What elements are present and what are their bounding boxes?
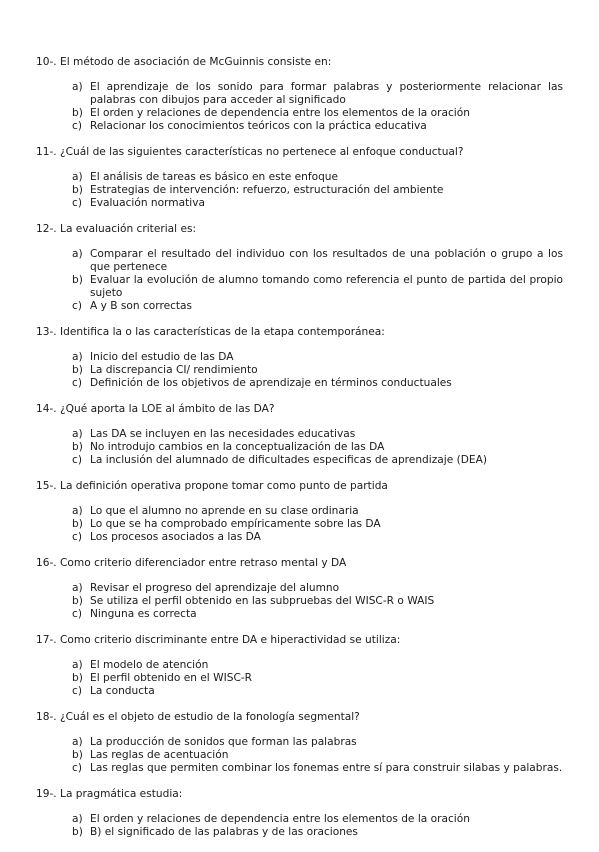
answer-option xyxy=(0,531,599,544)
answer-option xyxy=(0,184,599,197)
option-text: La producción de sonidos que forman las palabras xyxy=(90,736,357,748)
option-letter: b) xyxy=(72,672,83,684)
question-text: 13-. Identifica la o las características de la etapa contemporánea: xyxy=(36,326,385,338)
option-letter: b) xyxy=(72,595,83,607)
option-letter: c) xyxy=(72,120,82,132)
option-text: A y B son correctas xyxy=(90,300,193,312)
answer-options xyxy=(0,428,599,467)
option-letter: c) xyxy=(72,300,82,312)
answer-option xyxy=(0,454,599,467)
option-text: El modelo de atención xyxy=(90,659,209,671)
answer-option xyxy=(0,685,599,698)
answer-option xyxy=(0,197,599,210)
answer-option xyxy=(0,826,599,839)
option-text: Evaluación normativa xyxy=(90,197,205,209)
option-text: La discrepancia CI/ rendimiento xyxy=(90,364,258,376)
option-letter: a) xyxy=(72,813,83,825)
answer-options xyxy=(0,659,599,698)
question-text: 10-. El método de asociación de McGuinnis consiste en: xyxy=(36,56,332,68)
option-text: Se utiliza el perfil obtenido en las subpruebas del WISC-R o WAIS xyxy=(90,595,435,607)
option-letter: a) xyxy=(72,582,83,594)
answer-options xyxy=(0,736,599,775)
option-text: B) el significado de las palabras y de las oraciones xyxy=(90,826,358,838)
answer-options xyxy=(0,505,599,544)
answer-option xyxy=(0,300,599,313)
answer-option xyxy=(0,518,599,531)
option-letter: a) xyxy=(72,736,83,748)
option-letter: b) xyxy=(72,441,83,453)
option-text: Comparar el resultado del individuo con los resultados de una población o grupo a los que pertenece xyxy=(90,248,563,273)
question-text: 16-. Como criterio diferenciador entre retraso mental y DA xyxy=(36,557,347,569)
option-text: El análisis de tareas es básico en este enfoque xyxy=(90,171,339,183)
option-text: Revisar el progreso del aprendizaje del alumno xyxy=(90,582,340,594)
answer-options xyxy=(0,171,599,210)
question-12 xyxy=(0,223,599,313)
option-text: Las reglas de acentuación xyxy=(90,749,229,761)
answer-option xyxy=(0,582,599,595)
answer-option xyxy=(0,428,599,441)
option-letter: b) xyxy=(72,749,83,761)
question-15 xyxy=(0,480,599,544)
option-letter: a) xyxy=(72,505,83,517)
option-letter: c) xyxy=(72,377,82,389)
option-letter: b) xyxy=(72,184,83,196)
option-text: Relacionar los conocimientos teóricos con la práctica educativa xyxy=(90,120,427,132)
option-letter: c) xyxy=(72,608,82,620)
option-text: Estrategias de intervención: refuerzo, estructuración del ambiente xyxy=(90,184,444,196)
answer-options xyxy=(0,248,599,313)
answer-options xyxy=(0,582,599,621)
answer-option xyxy=(0,505,599,518)
option-letter: c) xyxy=(72,531,82,543)
answer-option xyxy=(0,351,599,364)
answer-option xyxy=(0,595,599,608)
option-text: Evaluar la evolución de alumno tomando como referencia el punto de partida del propio sujeto xyxy=(90,274,563,299)
option-text: La conducta xyxy=(90,685,155,697)
option-letter: b) xyxy=(72,107,83,119)
option-letter: c) xyxy=(72,454,82,466)
question-text: 14-. ¿Qué aporta la LOE al ámbito de las DA? xyxy=(36,403,275,415)
question-11 xyxy=(0,146,599,210)
answer-option xyxy=(0,248,599,274)
option-text: El orden y relaciones de dependencia entre los elementos de la oración xyxy=(90,107,470,119)
option-letter: b) xyxy=(72,518,83,530)
question-14 xyxy=(0,403,599,467)
option-letter: a) xyxy=(72,248,83,260)
option-letter: b) xyxy=(72,274,83,286)
answer-option xyxy=(0,608,599,621)
answer-option xyxy=(0,659,599,672)
option-letter: b) xyxy=(72,826,83,838)
option-text: Las DA se incluyen en las necesidades educativas xyxy=(90,428,356,440)
answer-option xyxy=(0,120,599,133)
answer-option xyxy=(0,749,599,762)
option-text: El orden y relaciones de dependencia entre los elementos de la oración xyxy=(90,813,470,825)
option-letter: a) xyxy=(72,171,83,183)
answer-option xyxy=(0,171,599,184)
option-letter: a) xyxy=(72,81,83,93)
question-text: 11-. ¿Cuál de las siguientes características no pertenece al enfoque conductual? xyxy=(36,146,464,158)
option-text: El aprendizaje de los sonido para formar palabras y posteriormente relacionar las palabras con dibujos para acceder al significado xyxy=(90,81,563,106)
option-letter: a) xyxy=(72,351,83,363)
option-text: Ninguna es correcta xyxy=(90,608,197,620)
question-17 xyxy=(0,634,599,698)
question-text: 12-. La evaluación criterial es: xyxy=(36,223,197,235)
option-letter: a) xyxy=(72,428,83,440)
question-text: 19-. La pragmática estudia: xyxy=(36,788,183,800)
option-text: Los procesos asociados a las DA xyxy=(90,531,261,543)
answer-option xyxy=(0,274,599,300)
question-18 xyxy=(0,711,599,775)
question-text: 18-. ¿Cuál es el objeto de estudio de la fonología segmental? xyxy=(36,711,360,723)
answer-option xyxy=(0,813,599,826)
answer-option xyxy=(0,81,599,107)
option-text: No introdujo cambios en la conceptualización de las DA xyxy=(90,441,385,453)
answer-options xyxy=(0,81,599,133)
question-16 xyxy=(0,557,599,621)
answer-option xyxy=(0,736,599,749)
question-13 xyxy=(0,326,599,390)
question-19 xyxy=(0,788,599,839)
option-text: Lo que el alumno no aprende en su clase ordinaria xyxy=(90,505,359,517)
option-letter: b) xyxy=(72,364,83,376)
answer-option xyxy=(0,107,599,120)
option-letter: c) xyxy=(72,197,82,209)
option-text: Las reglas que permiten combinar los fonemas entre sí para construir silabas y palabras. xyxy=(90,762,563,774)
option-letter: a) xyxy=(72,659,83,671)
answer-option xyxy=(0,762,599,775)
answer-option xyxy=(0,377,599,390)
option-text: El perfil obtenido en el WISC-R xyxy=(90,672,253,684)
question-10 xyxy=(0,56,599,133)
answer-options xyxy=(0,813,599,839)
question-text: 17-. Como criterio discriminante entre DA e hiperactividad se utiliza: xyxy=(36,634,401,646)
answer-option xyxy=(0,364,599,377)
answer-option xyxy=(0,441,599,454)
answer-option xyxy=(0,672,599,685)
option-text: Definición de los objetivos de aprendizaje en términos conductuales xyxy=(90,377,452,389)
answer-options xyxy=(0,351,599,390)
option-text: Lo que se ha comprobado empíricamente sobre las DA xyxy=(90,518,381,530)
option-text: Inicio del estudio de las DA xyxy=(90,351,234,363)
option-letter: c) xyxy=(72,685,82,697)
question-text: 15-. La definición operativa propone tomar como punto de partida xyxy=(36,480,388,492)
option-text: La inclusión del alumnado de dificultades especificas de aprendizaje (DEA) xyxy=(90,454,487,466)
option-letter: c) xyxy=(72,762,82,774)
document-page xyxy=(0,56,599,852)
